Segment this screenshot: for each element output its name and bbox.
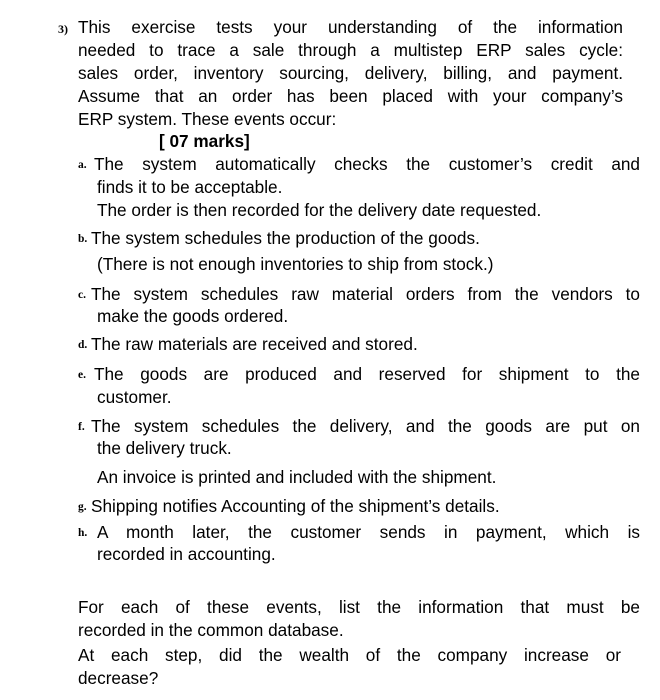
event-text: recorded in accounting. (97, 544, 276, 564)
event-text: The system schedules the production of the goods. (91, 228, 480, 248)
marks-label: [ 07 marks] (159, 131, 250, 151)
event-marker: d. (78, 339, 88, 351)
closing-line: At each step, did the wealth of the company increase or (78, 645, 621, 665)
event-text: finds it to be acceptable. (97, 177, 283, 197)
event-text: The goods are produced and reserved for shipment to the (94, 364, 640, 384)
closing-line: recorded in the common database. (78, 620, 344, 640)
intro-line: Assume that an order has been placed with your company’s (78, 86, 623, 106)
event-text: (There is not enough inventories to ship from stock.) (97, 254, 494, 274)
event-text: make the goods ordered. (97, 306, 289, 326)
intro-line: This exercise tests your understanding of the information (78, 17, 623, 37)
event-text: A month later, the customer sends in payment, which is (97, 522, 640, 542)
event-text: The system schedules the delivery, and the goods are put on (91, 416, 640, 436)
closing-line: decrease? (78, 668, 159, 688)
intro-line: needed to trace a sale through a multistep ERP sales cycle: (78, 40, 623, 60)
intro-line: ERP system. These events occur: (78, 109, 337, 129)
closing-line: For each of these events, list the information that must be (78, 597, 640, 617)
event-marker: c. (78, 289, 86, 301)
event-marker: g. (78, 501, 87, 513)
event-text: Shipping notifies Accounting of the shipment’s details. (91, 496, 500, 516)
event-text: The order is then recorded for the delivery date requested. (97, 200, 542, 220)
event-text: An invoice is printed and included with the shipment. (97, 467, 497, 487)
event-marker: e. (78, 369, 86, 381)
event-text: The system automatically checks the customer’s credit and (94, 154, 640, 174)
event-marker: f. (78, 421, 85, 433)
event-marker: a. (78, 159, 87, 171)
event-marker: h. (78, 527, 88, 539)
event-text: The system schedules raw material orders from the vendors to (91, 284, 640, 304)
question-number: 3) (58, 22, 68, 36)
event-marker: b. (78, 233, 88, 245)
event-text: the delivery truck. (97, 438, 232, 458)
event-text: The raw materials are received and stored. (91, 334, 418, 354)
event-text: customer. (97, 387, 172, 407)
intro-line: sales order, inventory sourcing, delivery, billing, and payment. (78, 63, 623, 83)
